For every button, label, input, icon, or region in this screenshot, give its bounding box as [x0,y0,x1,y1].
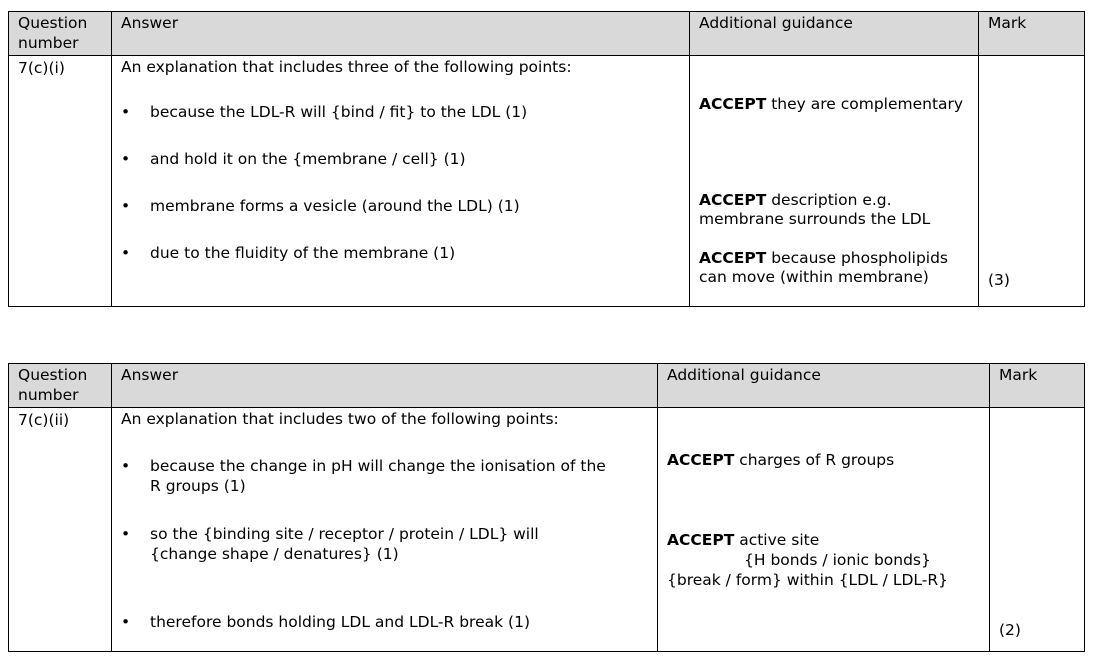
header-question-number: Question number [9,364,112,408]
header-row [9,364,1085,408]
header-row [9,12,1085,56]
question-number: 7(c)(ii) [18,411,70,429]
mark-cell [979,56,1085,307]
answer-lead: An explanation that includes two of the following points: [121,410,559,428]
mark-scheme-table-1 [8,11,1085,307]
guidance-note: ACCEPT description e.g. membrane surrounds the LDL [699,191,931,228]
header-answer: Answer [112,12,690,56]
header-mark: Mark [990,364,1085,408]
question-number: 7(c)(i) [18,59,65,77]
guidance-cell [658,408,990,652]
guidance-note: ACCEPT active site {H bonds / ionic bonds} {break / form} within {LDL / LDL-R} [667,531,948,589]
mark-value: (3) [988,271,1010,289]
answer-lead: An explanation that includes three of the following points: [121,58,572,76]
list-item: • membrane forms a vesicle (around the LDL) (1) [121,197,520,215]
answer-cell [112,56,690,307]
header-answer: Answer [112,364,658,408]
bullet-icon: • [121,457,131,475]
list-item: • so the {binding site / receptor / protein / LDL} will {change shape / denatures} (1) [121,525,539,563]
guidance-cell [690,56,979,307]
header-mark: Mark [979,12,1085,56]
list-item: • and hold it on the {membrane / cell} (1) [121,150,466,168]
bullet-icon: • [121,150,131,168]
bullet-icon: • [121,244,131,262]
bullet-icon: • [121,103,131,121]
mark-scheme-table-2 [8,363,1085,652]
list-item: • due to the fluidity of the membrane (1) [121,244,456,262]
list-item: • therefore bonds holding LDL and LDL-R break (1) [121,613,530,631]
bullet-icon: • [121,197,131,215]
answer-row [9,56,1085,307]
guidance-note: ACCEPT because phospholipids can move (within membrane) [699,249,949,286]
answer-row [9,408,1085,652]
list-item: • because the LDL-R will {bind / fit} to the LDL (1) [121,103,528,121]
header-guidance: Additional guidance [690,12,979,56]
question-number-cell [9,408,112,652]
mark-cell [990,408,1085,652]
guidance-note: ACCEPT they are complementary [699,95,964,113]
header-guidance: Additional guidance [658,364,990,408]
mark-value: (2) [999,621,1021,639]
list-item: • because the change in pH will change the ionisation of the R groups (1) [121,457,606,495]
header-question-number: Question number [9,12,112,56]
bullet-icon: • [121,525,131,543]
bullet-icon: • [121,613,131,631]
answer-cell [112,408,658,652]
question-number-cell [9,56,112,307]
guidance-note: ACCEPT charges of R groups [667,451,895,469]
